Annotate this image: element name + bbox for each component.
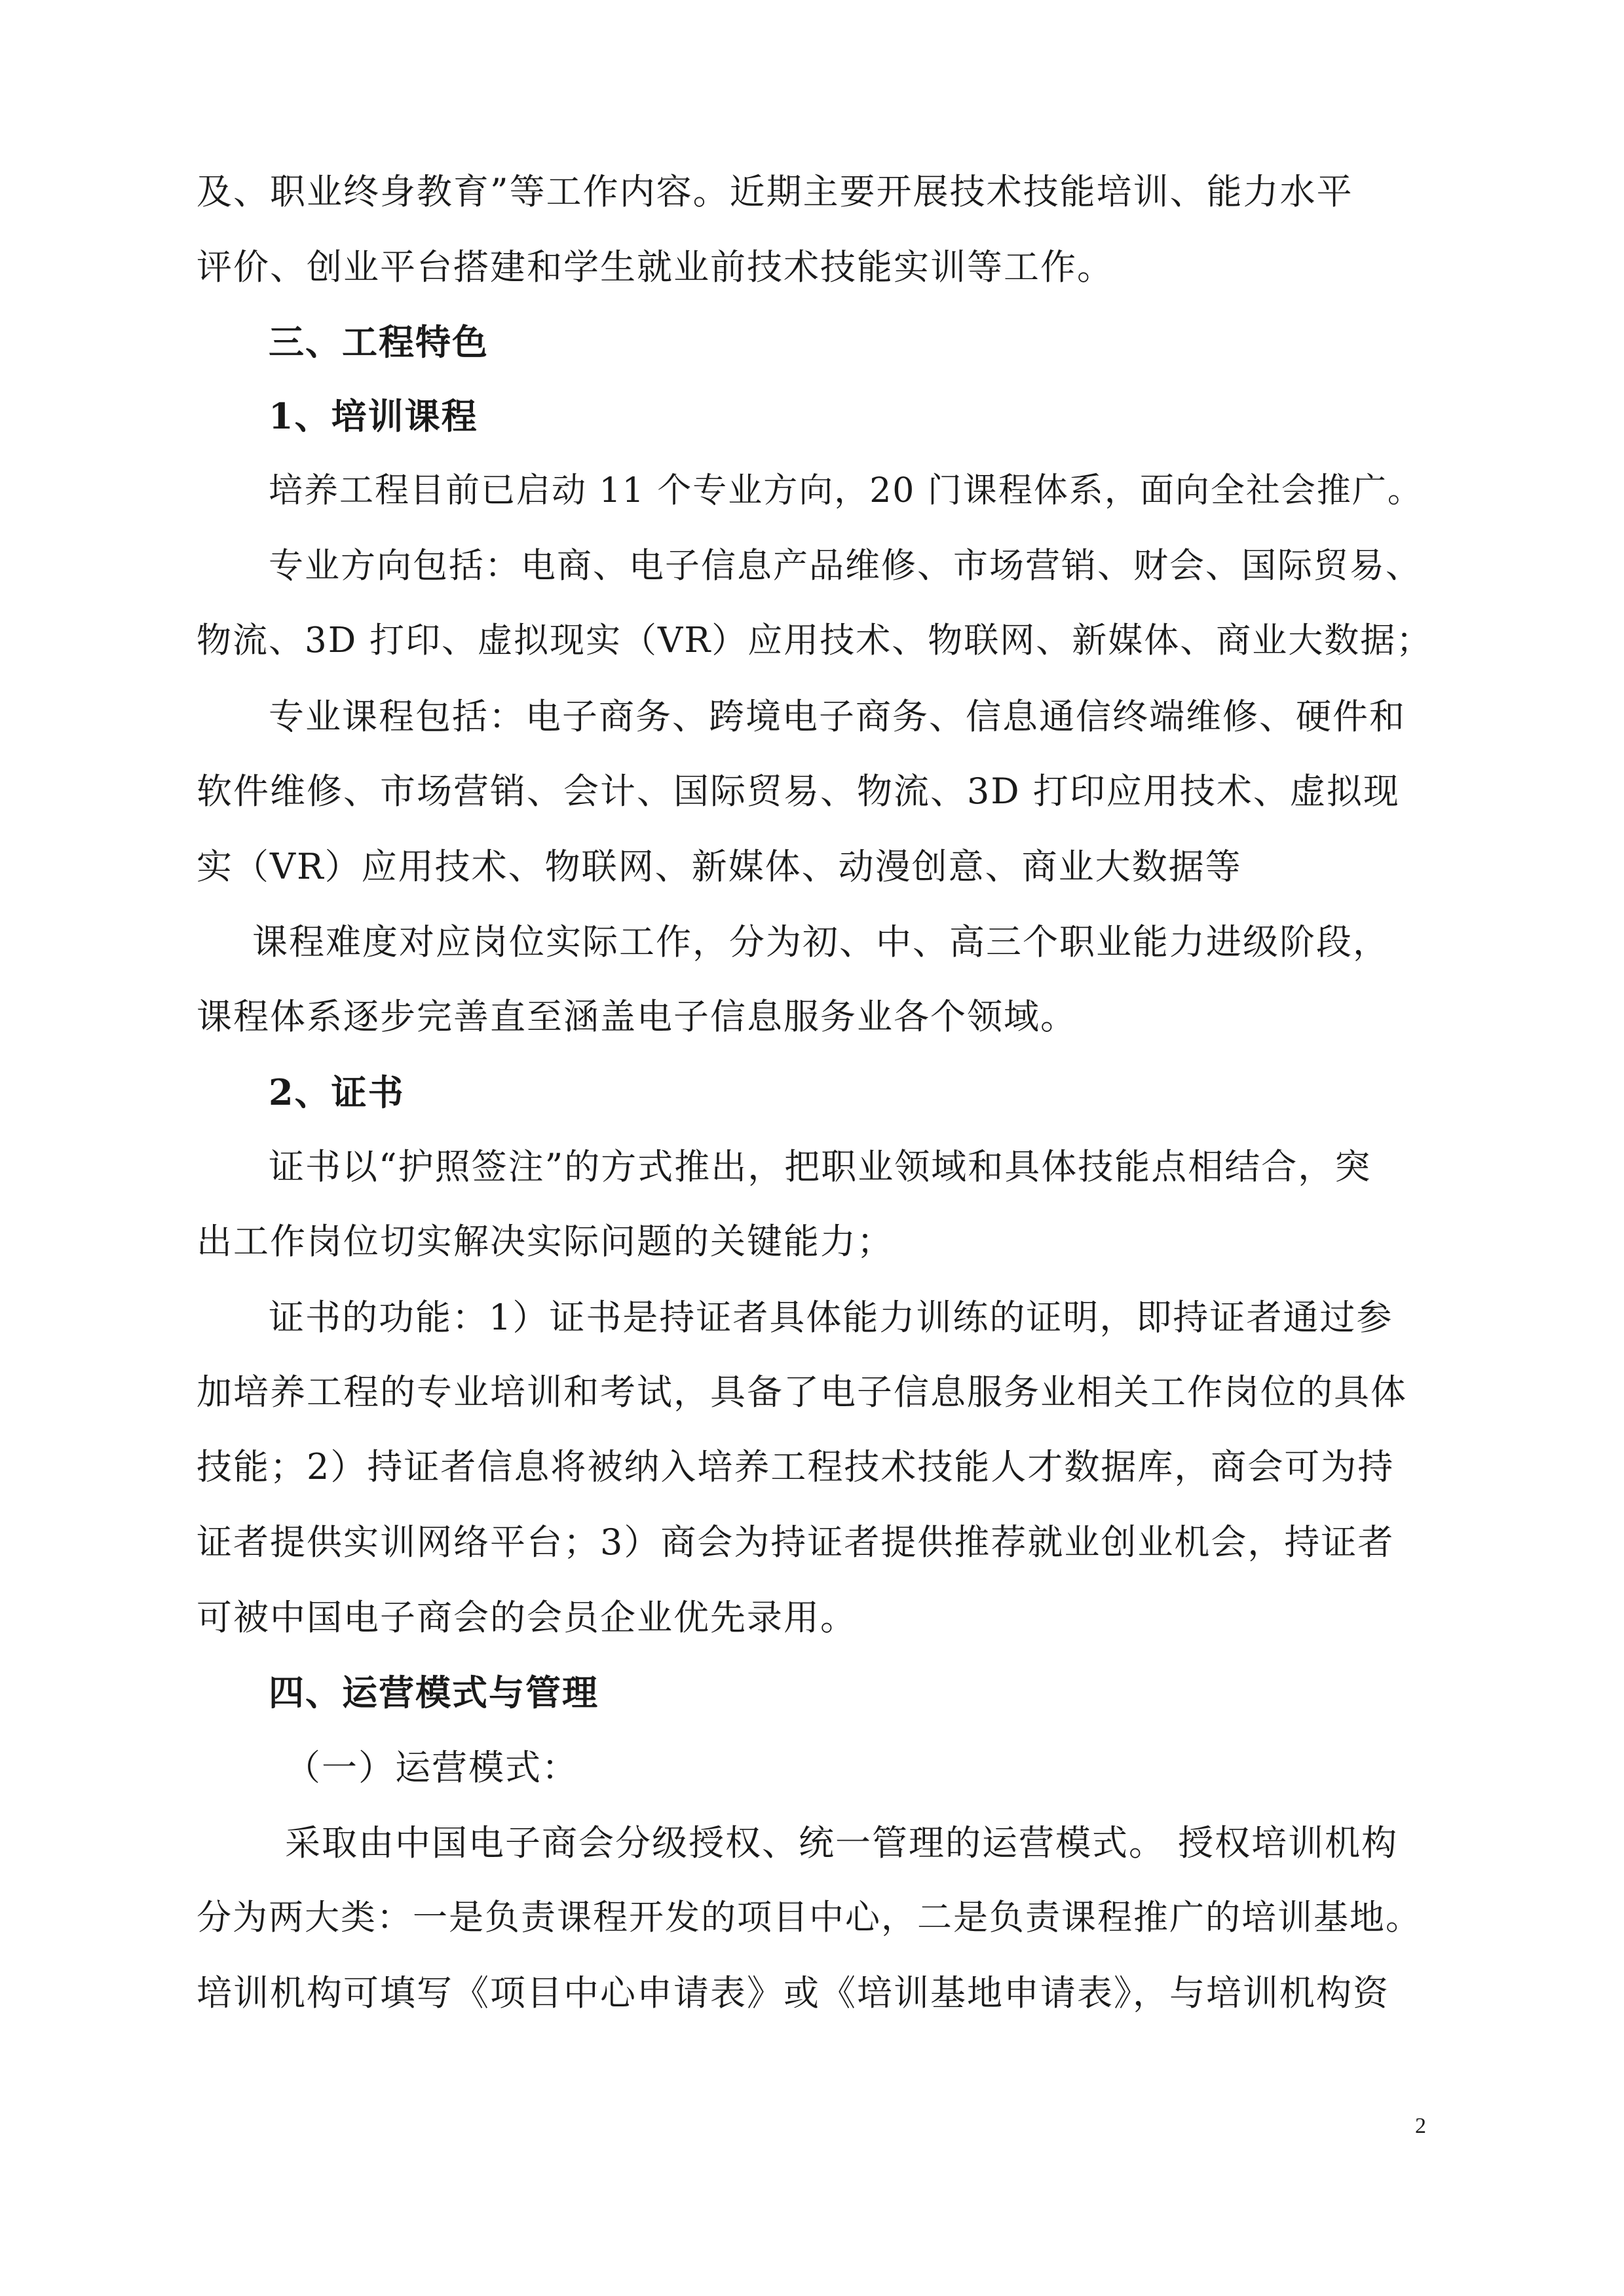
subsection-heading: 1、培训课程 — [269, 395, 478, 437]
text-line: 出工作岗位切实解决实际问题的关键能力； — [197, 1221, 894, 1262]
text-line: 证者提供实训网络平台；3）商会为持证者提供推荐就业创业机会，持证者 — [197, 1521, 1395, 1563]
text-line: 可被中国电子商会的会员企业优先录用。 — [197, 1597, 857, 1638]
text-line: 证书的功能：1）证书是持证者具体能力训练的证明，即持证者通过参 — [269, 1297, 1393, 1338]
subsection-heading: （一）运营模式： — [285, 1747, 578, 1788]
page-number: 2 — [1415, 2114, 1426, 2138]
text-line: 培训机构可填写《项目中心申请表》或《培训基地申请表》，与培训机构资 — [197, 1972, 1389, 2014]
section-heading: 三、工程特色 — [269, 321, 489, 363]
text-line: 课程体系逐步完善直至涵盖电子信息服务业各个领域。 — [197, 996, 1077, 1037]
text-line: 分为两大类：一是负责课程开发的项目中心，二是负责课程推广的培训基地。 — [197, 1898, 1422, 1938]
section-heading: 四、运营模式与管理 — [269, 1672, 599, 1713]
text-line: 实（VR）应用技术、物联网、新媒体、动漫创意、商业大数据等 — [197, 846, 1242, 887]
subsection-heading: 2、证书 — [269, 1071, 405, 1113]
text-line: 专业课程包括：电子商务、跨境电子商务、信息通信终端维修、硬件和 — [269, 696, 1406, 737]
text-line: 评价、创业平台搭建和学生就业前技术技能实训等工作。 — [197, 246, 1114, 288]
text-line: 软件维修、市场营销、会计、国际贸易、物流、3D 打印应用技术、虚拟现 — [197, 771, 1400, 812]
text-line: 课程难度对应岗位实际工作，分为初、中、高三个职业能力进级阶段， — [252, 921, 1389, 963]
text-line: 证书以“护照签注”的方式推出，把职业领域和具体技能点相结合，突 — [269, 1146, 1372, 1187]
text-line: 及、职业终身教育”等工作内容。近期主要开展技术技能培训、能力水平 — [197, 171, 1353, 212]
text-line: 培养工程目前已启动 11 个专业方向，20 门课程体系，面向全社会推广。 — [269, 471, 1423, 510]
text-line: 专业方向包括：电商、电子信息产品维修、市场营销、财会、国际贸易、 — [269, 546, 1422, 586]
text-line: 技能；2）持证者信息将被纳入培养工程技术技能人才数据库，商会可为持 — [197, 1446, 1395, 1487]
text-line: 采取由中国电子商会分级授权、统一管理的运营模式。 授权培训机构 — [285, 1822, 1399, 1864]
text-line: 加培养工程的专业培训和考试，具备了电子信息服务业相关工作岗位的具体 — [197, 1371, 1407, 1413]
text-line: 物流、3D 打印、虚拟现实（VR）应用技术、物联网、新媒体、商业大数据； — [197, 621, 1433, 660]
